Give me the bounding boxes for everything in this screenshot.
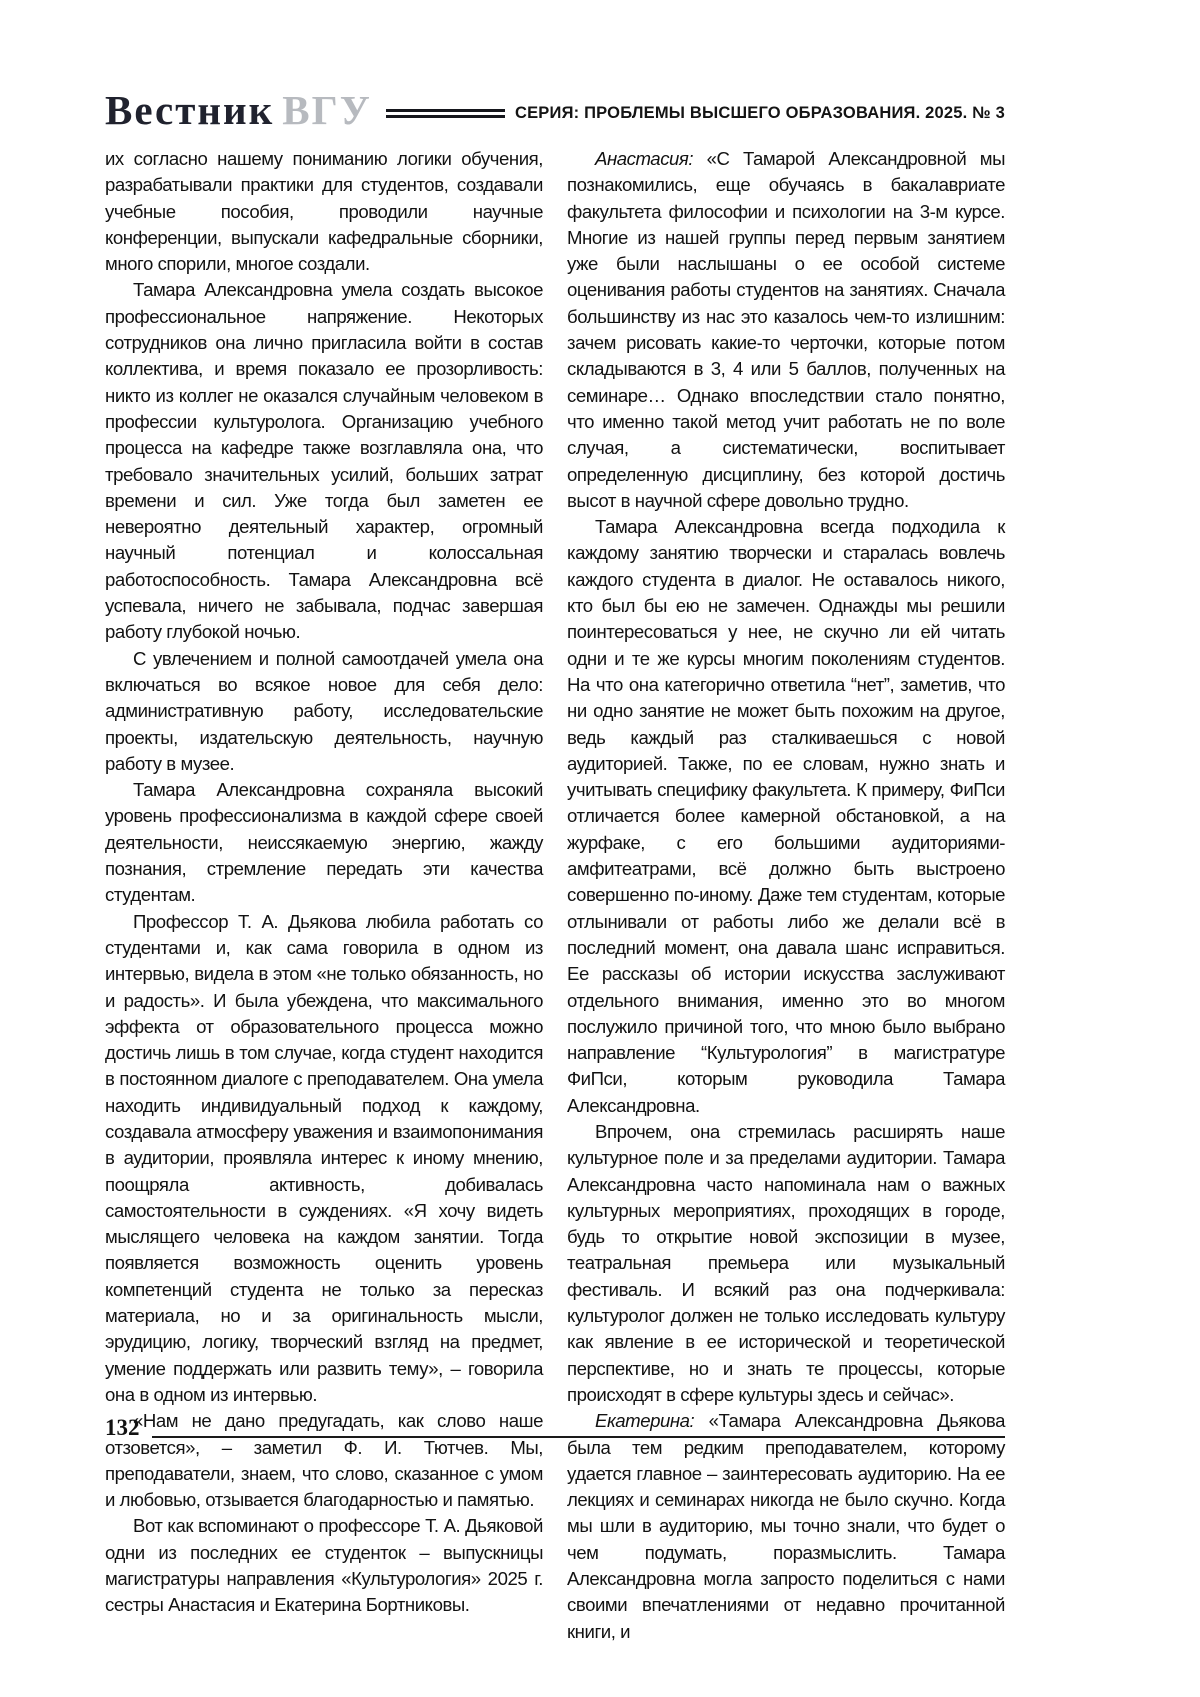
paragraph-text: Профессор Т. А. Дьякова любила работать со студентами и, как сама говорила в одном из интервью, видела в этом «не только обязанность, но и радость». И была убеждена, что максимального эффекта от образовательного процесса можно достичь лишь в том случае, когда студент находится в постоянном диалоге с преподавателем. Она умела находить индивидуальный подход к каждому, создавала атмосферу уважения и взаимопонимания в аудитории, проявляла интерес к иному мнению, поощряла активность, добивалась самостоятельности в суждениях. «Я хочу видеть мыслящего человека на каждом занятии. Тогда появляется возможность оценить уровень компетенций студента не только за пересказ материала, но и за оригинальность мысли, эрудицию, логику, творческий взгляд на предмет, умение поддержать или развить тему», – говорила она в одном из интервью. — [105, 910, 543, 1405]
paragraph — [567, 1408, 1005, 1645]
header-double-rule — [386, 109, 505, 118]
paragraph-text: Вот как вспоминают о профессоре Т. А. Дьяковой одни из последних ее студенток – выпускницы магистратуры направления «Культурология» 2025 г. сестры Анастасия и Екатерина Бортниковы. — [105, 1515, 543, 1616]
paragraph-text: «Тамара Александровна Дьякова была тем редким преподавателем, которому удается главное – заинтересовать аудиторию. На ее лекциях и семинарах никогда не было скучно. Когда мы шли в аудиторию, мы точно знали, что будет о чем подумать, поразмыслить. Тамара Александровна могла запросто поделиться с нами своими впечатлениями от недавно прочитанной книги, и — [567, 1410, 1005, 1642]
paragraph — [567, 146, 1005, 514]
paragraph-text: Тамара Александровна всегда подходила к каждому занятию творчески и старалась вовлечь каждого студента в диалог. Не оставалось никого, кто был бы ею не замечен. Однажды мы решили поинтересоваться у нее, не скучно ли ей читать одни и те же курсы многим поколениям студентов. На что она категорично ответила “нет”, заметив, что ни одно занятие не может быть похожим на другое, ведь каждый раз сталкиваешься с новой аудиторией. Также, по ее словам, нужно знать и учитывать специфику факультета. К примеру, ФиПси отличается более камерной обстановкой, а на журфаке, с его большими аудиториями-амфитеатрами, всё должно быть выстроено совершенно по-иному. Даже тем студентам, которые отлынивали от работы либо же делали всё в последний момент, она давала шанс исправиться. Ее рассказы об истории искусства заслуживают отдельного внимания, именно это во многом послужило причиной того, что мною было выбрано направление “Культурология” в магистратуре ФиПси, которым руководила Тамара Александровна. — [567, 516, 1005, 1116]
paragraph — [105, 1513, 543, 1618]
speaker-name-anastasia: Анастасия: — [595, 148, 694, 169]
journal-logo-title: Вестник — [105, 87, 275, 133]
footer-rule — [152, 1436, 1006, 1438]
paragraph — [105, 777, 543, 908]
paragraph — [105, 909, 543, 1409]
series-title: СЕРИЯ: ПРОБЛЕМЫ ВЫСШЕГО ОБРАЗОВАНИЯ. 2025. № 3 — [514, 104, 1005, 122]
paragraph-text: Тамара Александровна умела создать высокое профессиональное напряжение. Некоторых сотрудников она лично пригласила войти в состав коллектива, и время показало ее прозорливость: никто из коллег не оказался случайным человеком в профессии культуролога. Организацию учебного процесса на кафедре также возглавляла она, что требовало значительных усилий, больших затрат времени и сил. Уже тогда был заметен ее невероятно деятельный характер, огромный научный потенциал и колоссальная работоспособность. Тамара Александровна всё успевала, ничего не забывала, подчас завершая работу глубокой ночью. — [105, 279, 543, 643]
page-footer — [105, 1416, 1005, 1439]
paragraph — [567, 1119, 1005, 1408]
paragraph-text: их согласно нашему пониманию логики обучения, разрабатывали практики для студентов, создавали учебные пособия, проводили научные конференции, выпускали кафедральные сборники, много спорили, многое создали. — [105, 148, 543, 275]
paragraph — [567, 514, 1005, 1119]
page-header — [105, 87, 1005, 133]
paragraph-text: «С Тамарой Александровной мы познакомились, еще обучаясь в бакалавриате факультета философии и психологии на 3-м курсе. Многие из нашей группы перед первым занятием уже были наслышаны о ее особой системе оценивания работы студентов на занятиях. Сначала большинству из нас это казалось чем-то излишним: зачем рисовать какие-то черточки, которые потом складываются в 3, 4 или 5 баллов, полученных на семинаре… Однако впоследствии стало понятно, что именно такой метод учит работать не по воле случая, а систематически, воспитывает определенную дисциплину, без которой достичь высот в научной сфере довольно трудно. — [567, 148, 1005, 511]
paragraph-text: Впрочем, она стремилась расширять наше культурное поле и за пределами аудитории. Тамара Александровна часто напоминала нам о важных культурных мероприятиях, проходящих в городе, будь то открытие новой экспозиции в музее, театральная премьера или музыкальный фестиваль. И всякий раз она подчеркивала: культуролог должен не только исследовать культуру как явление в ее исторической и теоретической перспективе, но и знать те процессы, которые происходят в сфере культуры здесь и сейчас». — [567, 1120, 1005, 1405]
paragraph — [105, 146, 543, 277]
paragraph-text: С увлечением и полной самоотдачей умела она включаться во всякое новое для себя дело: административную работу, исследовательские проекты, издательскую деятельность, научную работу в музее. — [105, 647, 543, 774]
journal-logo-subtitle: ВГУ — [282, 87, 372, 133]
paragraph — [105, 277, 543, 645]
journal-logo — [105, 87, 372, 133]
paragraph — [105, 646, 543, 777]
paragraph-text: Тамара Александровна сохраняла высокий уровень профессионализма в каждой сфере своей деятельности, неиссякаемую энергию, жажду познания, стремление передать эти качества студентам. — [105, 779, 543, 906]
page-number: 132 — [105, 1415, 140, 1440]
paragraph-text: «Нам не дано предугадать, как слово наше отзовется», – заметил Ф. И. Тютчев. Мы, преподаватели, знаем, что слово, сказанное с умом и любовью, отзывается благодарностью и памятью. — [105, 1410, 543, 1511]
speaker-name-ekaterina: Екатерина: — [595, 1410, 695, 1432]
